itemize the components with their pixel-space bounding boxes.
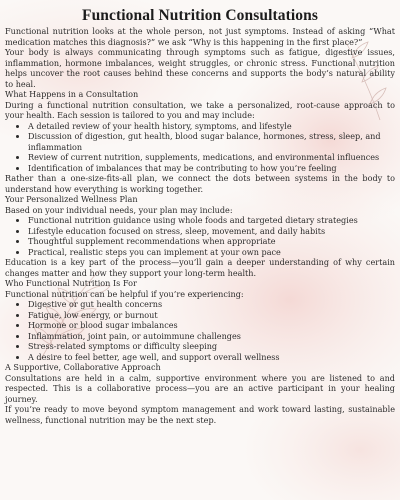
intro-paragraph-1: Functional nutrition looks at the whole person, not just symptoms. Instead of asking “What medication matches this diagnosis?” we ask “Why is this happening in the first place?” (5, 26, 395, 47)
for-whom-intro: Functional nutrition can be helpful if you’re experiencing: (5, 288, 244, 299)
list-item: • Practical, realistic steps you can implement at your own pace (28, 247, 395, 258)
plan-closing: Education is a key part of the process—you’ll gain a deeper understanding of why certain changes matter and how they support your long-term health. (5, 257, 395, 278)
section-heading-consultation: What Happens in a Consultation (5, 89, 139, 99)
consultation-closing: Rather than a one-size-fits-all plan, we connect the dots between systems in the body to understand how everything is working together. (5, 173, 395, 194)
list-item: • Discussion of digestion, gut health, blood sugar balance, hormones, stress, sleep, and inflammation (28, 131, 395, 152)
page-title: Functional Nutrition Consultations (82, 7, 318, 24)
list-item: • Fatigue, low energy, or burnout (28, 310, 395, 321)
approach-paragraph-1: Consultations are held in a calm, supportive environment where you are listened to and respected. This is a collaborative process—you are an active participant in your healing journey. (5, 372, 395, 404)
list-item: • Identification of imbalances that may be contributing to how you’re feeling (28, 163, 395, 174)
list-item: • Digestive or gut health concerns (28, 299, 395, 310)
plan-list (5, 215, 395, 257)
list-item: • Inflammation, joint pain, or autoimmune challenges (28, 331, 395, 342)
list-item: • Review of current nutrition, supplements, medications, and environmental influences (28, 152, 395, 163)
approach-paragraph-2: If you’re ready to move beyond symptom management and work toward lasting, sustainable wellness, functional nutrition may be the next step. (5, 404, 395, 425)
list-item: • Hormone or blood sugar imbalances (28, 320, 395, 331)
list-item: • A desire to feel better, age well, and support overall wellness (28, 352, 395, 363)
section-heading-plan: Your Personalized Wellness Plan (5, 194, 138, 204)
section-heading-approach: A Supportive, Collaborative Approach (5, 362, 161, 372)
list-item: • Stress-related symptoms or difficulty sleeping (28, 341, 395, 352)
consultation-document (5, 6, 395, 425)
plan-intro: Based on your individual needs, your plan may include: (5, 204, 233, 215)
list-item: • Thoughtful supplement recommendations when appropriate (28, 236, 395, 247)
list-item: • A detailed review of your health history, symptoms, and lifestyle (28, 121, 395, 132)
consultation-intro: During a functional nutrition consultation, we take a personalized, root-cause approach to your health. Each session is tailored to you and may include: (5, 99, 395, 120)
intro-paragraph-2: Your body is always communicating through symptoms such as fatigue, digestive issues, inflammation, hormone imbalances, weight struggles, or chronic stress. Functional nutrition helps uncover the root causes behind these concerns and supports the body’s natural ability to heal. (5, 47, 395, 89)
list-item: • Lifestyle education focused on stress, sleep, movement, and daily habits (28, 226, 395, 237)
list-item: • Functional nutrition guidance using whole foods and targeted dietary strategies (28, 215, 395, 226)
for-whom-list (5, 299, 395, 362)
section-heading-for-whom: Who Functional Nutrition Is For (5, 278, 137, 288)
consultation-list (5, 121, 395, 174)
